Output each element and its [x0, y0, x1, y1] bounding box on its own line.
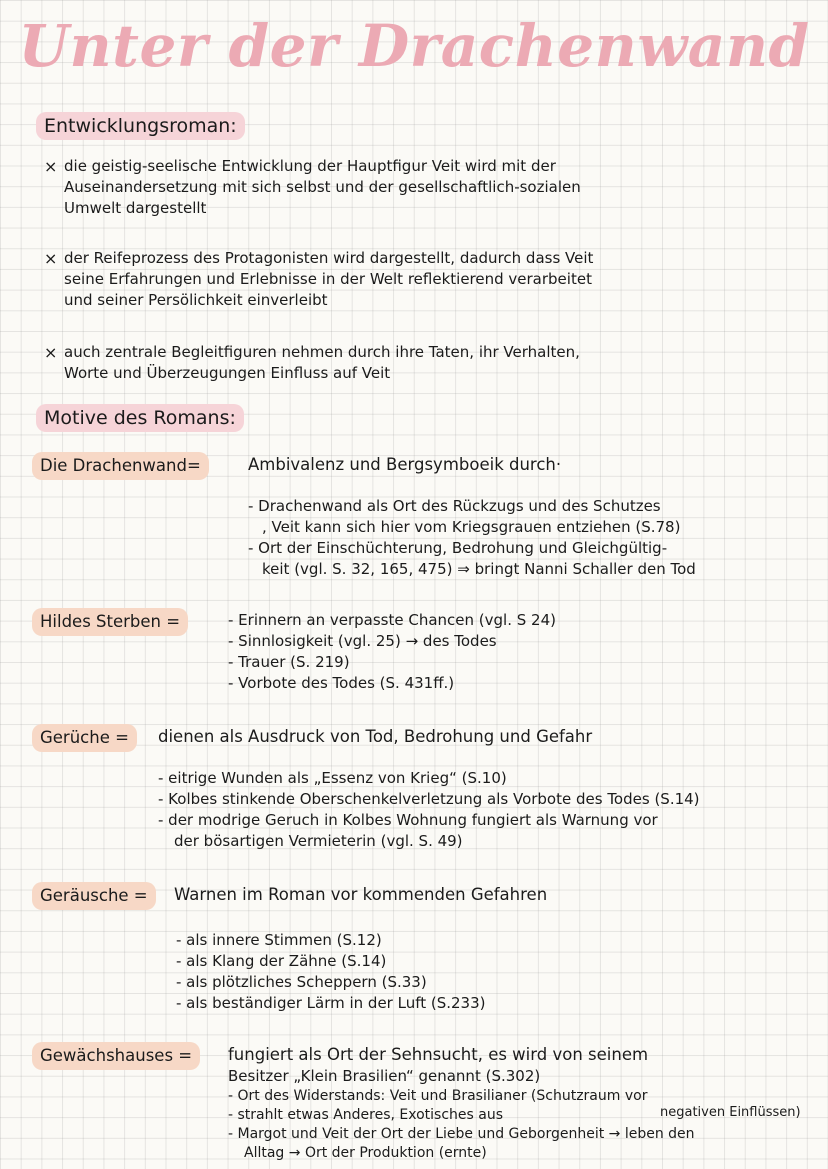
cross-bullet-icon: ×: [44, 249, 58, 268]
list-item: × auch zentrale Begleitfiguren nehmen durch ihre Taten, ihr Verhalten, Worte und Überzeugungen Einfluss auf Veit: [44, 343, 580, 382]
motif-definition: fungiert als Ort der Sehnsucht, es wird von seinem: [228, 1045, 649, 1064]
motif-definition: dienen als Ausdruck von Tod, Bedrohung und Gefahr: [158, 727, 593, 746]
motif-items: - eitrige Wunden als „Essenz von Krieg“ (S.10) - Kolbes stinkende Oberschenkelverletzung als Vorbote des Todes (S.14) - der modrige Geruch in Kolbes Wohnung fungiert als Warnung vor der bösartigen Vermieterin (vgl. S. 49): [158, 769, 700, 850]
page-title: Unter der Drachenwand: [18, 12, 810, 80]
motif-label-gewaechshaus: Gewächshauses =: [32, 1042, 200, 1070]
motif-items: - Ort des Widerstands: Veit und Brasilianer (Schutzraum vor - strahlt etwas Anderes, Exotisches aus - Margot und Veit der Ort der Liebe und Geborgenheit → leben den Alltag → Ort der Produktion (ernte): [228, 1088, 695, 1161]
cross-bullet-icon: ×: [44, 157, 58, 176]
list-item: × der Reifeprozess des Protagonisten wird dargestellt, dadurch dass Veit seine Erfahrungen und Erlebnisse in der Welt reflektierend verarbeitet und seiner Persölichkeit einverleibt: [44, 249, 594, 309]
motif-items: - Drachenwand als Ort des Rückzugs und des Schutzes , Veit kann sich hier vom Kriegsgrauen entziehen (S.78) - Ort der Einschüchterung, Bedrohung und Gleichgültig- keit (vgl. S. 32, 165, 475) ⇒ bringt Nanni Schaller den Tod: [248, 497, 696, 578]
section-heading-motive: Motive des Romans:: [36, 404, 244, 432]
list-item: × die geistig-seelische Entwicklung der Hauptfigur Veit wird mit der Auseinandersetzung mit sich selbst und der gesellschaftlich-sozialen Umwelt dargestellt: [44, 157, 581, 217]
motif-label-hildes-sterben: Hildes Sterben =: [32, 608, 188, 636]
motif-aside: negativen Einflüssen): [660, 1105, 801, 1120]
motif-label-gerueche: Gerüche =: [32, 724, 137, 752]
motif-definition: Ambivalenz und Bergsymboeik durch·: [248, 455, 562, 474]
motif-label-geraeusche: Geräusche =: [32, 882, 156, 910]
motif-label-drachenwand: Die Drachenwand=: [32, 452, 209, 480]
motif-items: - Erinnern an verpasste Chancen (vgl. S 24) - Sinnlosigkeit (vgl. 25) → des Todes - Trauer (S. 219) - Vorbote des Todes (S. 431ff.): [228, 611, 556, 692]
section-heading-entwicklungsroman: Entwicklungsroman:: [36, 112, 245, 140]
motif-items: - als innere Stimmen (S.12) - als Klang der Zähne (S.14) - als plötzliches Scheppern (S.33) - als beständiger Lärm in der Luft (S.233): [176, 931, 486, 1012]
motif-definition: Warnen im Roman vor kommenden Gefahren: [174, 885, 548, 904]
motif-definition-continued: Besitzer „Klein Brasilien“ genannt (S.302): [228, 1067, 541, 1085]
cross-bullet-icon: ×: [44, 343, 58, 362]
